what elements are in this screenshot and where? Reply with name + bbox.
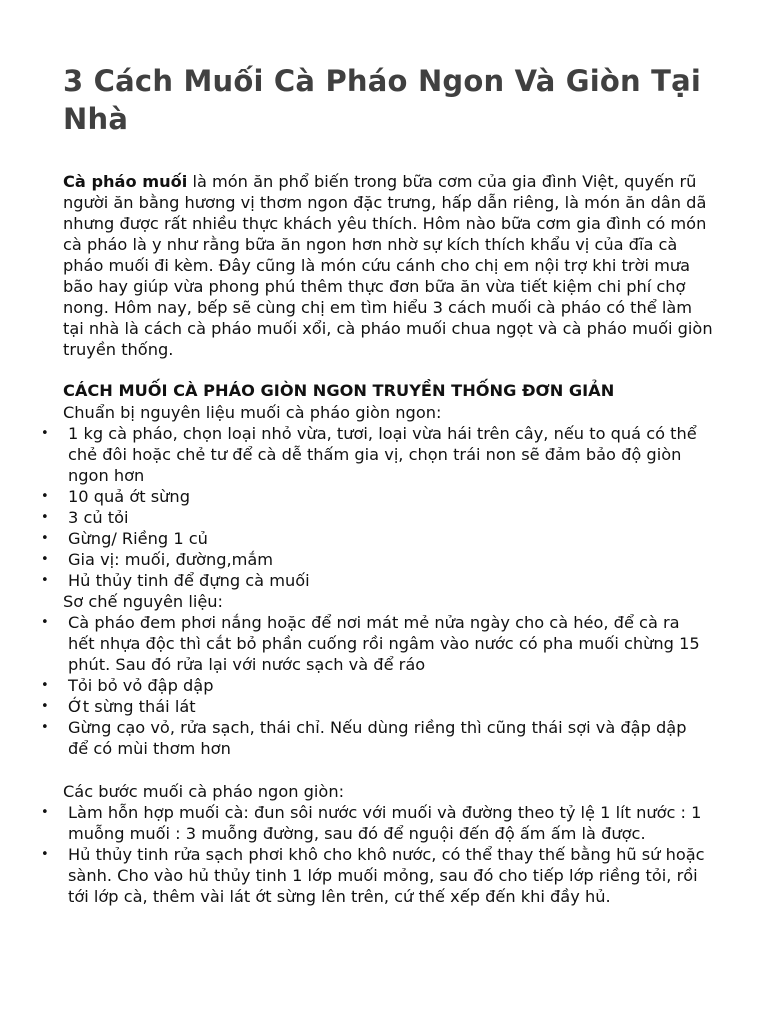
ingredients-list	[0, 423, 768, 591]
list-item-text: Hủ thủy tinh rửa sạch phơi khô cho khô nước, có thể thay thế bằng hũ sứ hoặc sành. Cho vào hủ thủy tinh 1 lớp muối mỏng, sau đó cho tiếp lớp riềng tỏi, rồi tới lớp cà, thêm vài lát ớt sừng lên trên, cứ thế xếp đến khi đầy hủ.	[68, 845, 705, 906]
list-item	[0, 675, 768, 696]
steps-section	[0, 781, 768, 907]
bullet-icon: •	[41, 489, 49, 504]
list-item-text: Gừng/ Riềng 1 củ	[68, 529, 208, 548]
list-item	[0, 423, 768, 486]
list-item-text: Làm hỗn hợp muối cà: đun sôi nước với muối và đường theo tỷ lệ 1 lít nước : 1 muỗng muối : 3 muỗng đường, sau đó để nguội đến độ ấm ấm là được.	[68, 803, 702, 843]
bullet-icon: •	[41, 615, 49, 630]
list-item	[0, 802, 768, 844]
steps-label: Các bước muối cà pháo ngon giòn:	[63, 782, 345, 801]
bullet-icon: •	[41, 531, 49, 546]
list-item	[0, 717, 768, 759]
page-title: 3 Cách Muối Cà Pháo Ngon Và Giòn Tại Nhà	[63, 64, 702, 136]
intro-bold-term: Cà pháo muối	[63, 172, 188, 191]
bullet-icon: •	[41, 426, 49, 441]
bullet-icon: •	[41, 510, 49, 525]
list-item-text: 1 kg cà pháo, chọn loại nhỏ vừa, tươi, loại vừa hái trên cây, nếu to quá có thể chẻ đôi hoặc chẻ tư để cà dễ thấm gia vị, chọn trái non sẽ đảm bảo độ giòn ngon hơn	[68, 424, 697, 485]
list-item	[0, 696, 768, 717]
bullet-icon: •	[41, 720, 49, 735]
list-item	[0, 528, 768, 549]
bullet-icon: •	[41, 678, 49, 693]
bullet-icon: •	[41, 699, 49, 714]
intro-paragraph	[63, 171, 713, 360]
list-item-text: 10 quả ớt sừng	[68, 487, 190, 506]
list-item-text: Hủ thủy tinh để đựng cà muối	[68, 571, 310, 590]
bullet-icon: •	[41, 552, 49, 567]
list-item-text: 3 củ tỏi	[68, 508, 129, 527]
list-item	[0, 612, 768, 675]
section-heading: CÁCH MUỐI CÀ PHÁO GIÒN NGON TRUYỀN THỐNG ĐƠN GIẢN	[63, 381, 615, 400]
bullet-icon: •	[41, 573, 49, 588]
ingredients-section	[0, 402, 768, 759]
list-item-text: Cà pháo đem phơi nắng hoặc để nơi mát mẻ nửa ngày cho cà héo, để cà ra hết nhựa độc thì cắt bỏ phần cuống rồi ngâm vào nước có pha muối chừng 15 phút. Sau đó rửa lại với nước sạch và để ráo	[68, 613, 700, 674]
list-item	[0, 549, 768, 570]
prep-label: Sơ chế nguyên liệu:	[63, 592, 223, 611]
intro-text: là món ăn phổ biến trong bữa cơm của gia đình Việt, quyến rũ người ăn bằng hương vị thơm ngon đặc trưng, hấp dẫn riêng, là món ăn dân dã nhưng được rất nhiều thực khách yêu thích. Hôm nào bữa cơm gia đình có món cà pháo là y như rằng bữa ăn ngon hơn nhờ sự kích thích khẩu vị của đĩa cà pháo muối đi kèm. Đây cũng là món cứu cánh cho chị em nội trợ khi trời mưa bão hay giúp vừa phong phú thêm thực đơn bữa ăn vừa tiết kiệm chi phí chợ nong. Hôm nay, bếp sẽ cùng chị em tìm hiểu 3 cách muối cà pháo có thể làm tại nhà là cách cà pháo muối xổi, cà pháo muối chua ngọt và cà pháo muối giòn truyền thống.	[63, 172, 713, 359]
list-item	[0, 507, 768, 528]
list-item	[0, 844, 768, 907]
list-item-text: Gừng cạo vỏ, rửa sạch, thái chỉ. Nếu dùng riềng thì cũng thái sợi và đập dập để có mùi thơm hơn	[68, 718, 687, 758]
bullet-icon: •	[41, 847, 49, 862]
ingredients-label: Chuẩn bị nguyên liệu muối cà pháo giòn ngon:	[63, 403, 442, 422]
prep-list	[0, 612, 768, 759]
steps-list	[0, 802, 768, 907]
list-item	[0, 486, 768, 507]
list-item-text: Ớt sừng thái lát	[68, 697, 196, 716]
list-item-text: Gia vị: muối, đường,mắm	[68, 550, 274, 569]
list-item	[0, 570, 768, 591]
bullet-icon: •	[41, 805, 49, 820]
list-item-text: Tỏi bỏ vỏ đập dập	[68, 676, 214, 695]
